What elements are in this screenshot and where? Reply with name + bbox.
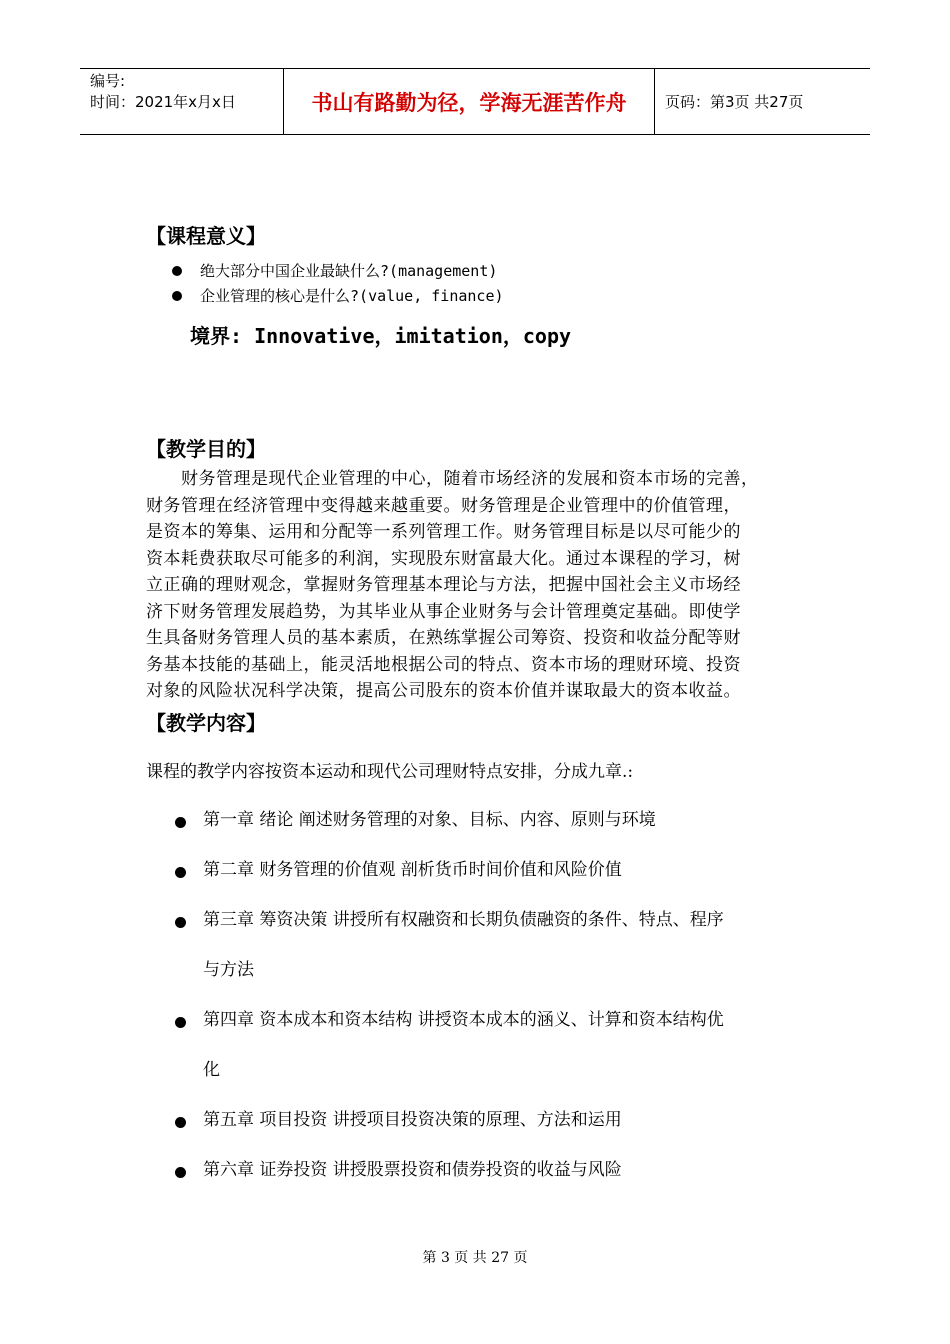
chapter-text: 第六章 证券投资 讲授股票投资和债券投资的收益与风险 (203, 1160, 622, 1180)
bullet-icon (175, 867, 186, 878)
list-item (172, 283, 504, 308)
paragraph-line: 对象的风险状况科学决策，提高公司股东的资本价值并谋取最大的资本收益。 (146, 681, 741, 701)
header-page-label: 页码：第3页 共27页 (665, 93, 804, 111)
chapter-text: 第四章 资本成本和资本结构 讲授资本成本的涵义、计算和资本结构优 (203, 1010, 724, 1030)
date-label: 时间：2021年x月x日 (90, 93, 236, 111)
list-item (172, 258, 504, 283)
paragraph-line: 济下财务管理发展趋势，为其毕业从事企业财务与会计管理奠定基础。即使学 (146, 601, 741, 622)
bullet-icon (175, 817, 186, 828)
purpose-paragraph (146, 466, 806, 705)
bullet-icon (175, 1117, 186, 1128)
chapter-text: 第五章 项目投资 讲授项目投资决策的原理、方法和运用 (203, 1110, 622, 1130)
paragraph-line: 生具备财务管理人员的基本素质，在熟练掌握公司筹资、投资和收益分配等财 (146, 628, 741, 648)
chapter-text-continued: 与方法 (203, 960, 254, 980)
page-footer: 第 3 页 共 27 页 (422, 1250, 528, 1266)
chapter-text: 第二章 财务管理的价值观 剖析货币时间价值和风险价值 (203, 860, 622, 880)
paragraph-line: 财务管理在经济管理中变得越来越重要。财务管理是企业管理中的价值管理， (146, 495, 741, 516)
header-motto: 书山有路勤为径，学海无涯苦作舟 (283, 69, 655, 134)
number-label: 编号: (90, 72, 126, 90)
bullet-icon (175, 1167, 186, 1178)
chapter-text: 第一章 绪论 阐述财务管理的对象、目标、内容、原则与环境 (203, 810, 656, 830)
header-meta (80, 69, 283, 134)
bullet-text: 绝大部分中国企业最缺什么?(management) (200, 262, 498, 280)
paragraph-line: 是资本的筹集、运用和分配等一系列管理工作。财务管理目标是以尽可能少的 (146, 522, 741, 542)
bullet-text: 企业管理的核心是什么?(value, finance) (200, 287, 504, 305)
bullet-icon (172, 266, 182, 276)
paragraph-line: 立正确的理财观念，掌握财务管理基本理论与方法，把握中国社会主义市场经 (146, 575, 741, 595)
section-title-purpose: 【教学目的】 (146, 437, 266, 461)
page-header (80, 68, 870, 135)
paragraph-line: 务基本技能的基础上，能灵活地根据公司的特点、资本市场的理财环境、投资 (146, 654, 741, 675)
realm-line: 境界: Innovative，imitation，copy (190, 324, 572, 348)
section-title-significance: 【课程意义】 (146, 224, 266, 248)
bullet-icon (172, 291, 182, 301)
content-intro: 课程的教学内容按资本运动和现代公司理财特点安排，分成九章.: (146, 762, 634, 782)
paragraph-line: 资本耗费获取尽可能多的利润，实现股东财富最大化。通过本课程的学习，树 (146, 548, 741, 569)
bullet-icon (175, 1017, 186, 1028)
section-title-content: 【教学内容】 (146, 711, 266, 735)
significance-bullets (172, 258, 504, 308)
bullet-icon (175, 917, 186, 928)
chapter-text: 第三章 筹资决策 讲授所有权融资和长期负债融资的条件、特点、程序 (203, 910, 724, 930)
paragraph-line: 财务管理是现代企业管理的中心，随着市场经济的发展和资本市场的完善， (146, 469, 759, 489)
chapter-text-continued: 化 (203, 1060, 220, 1080)
